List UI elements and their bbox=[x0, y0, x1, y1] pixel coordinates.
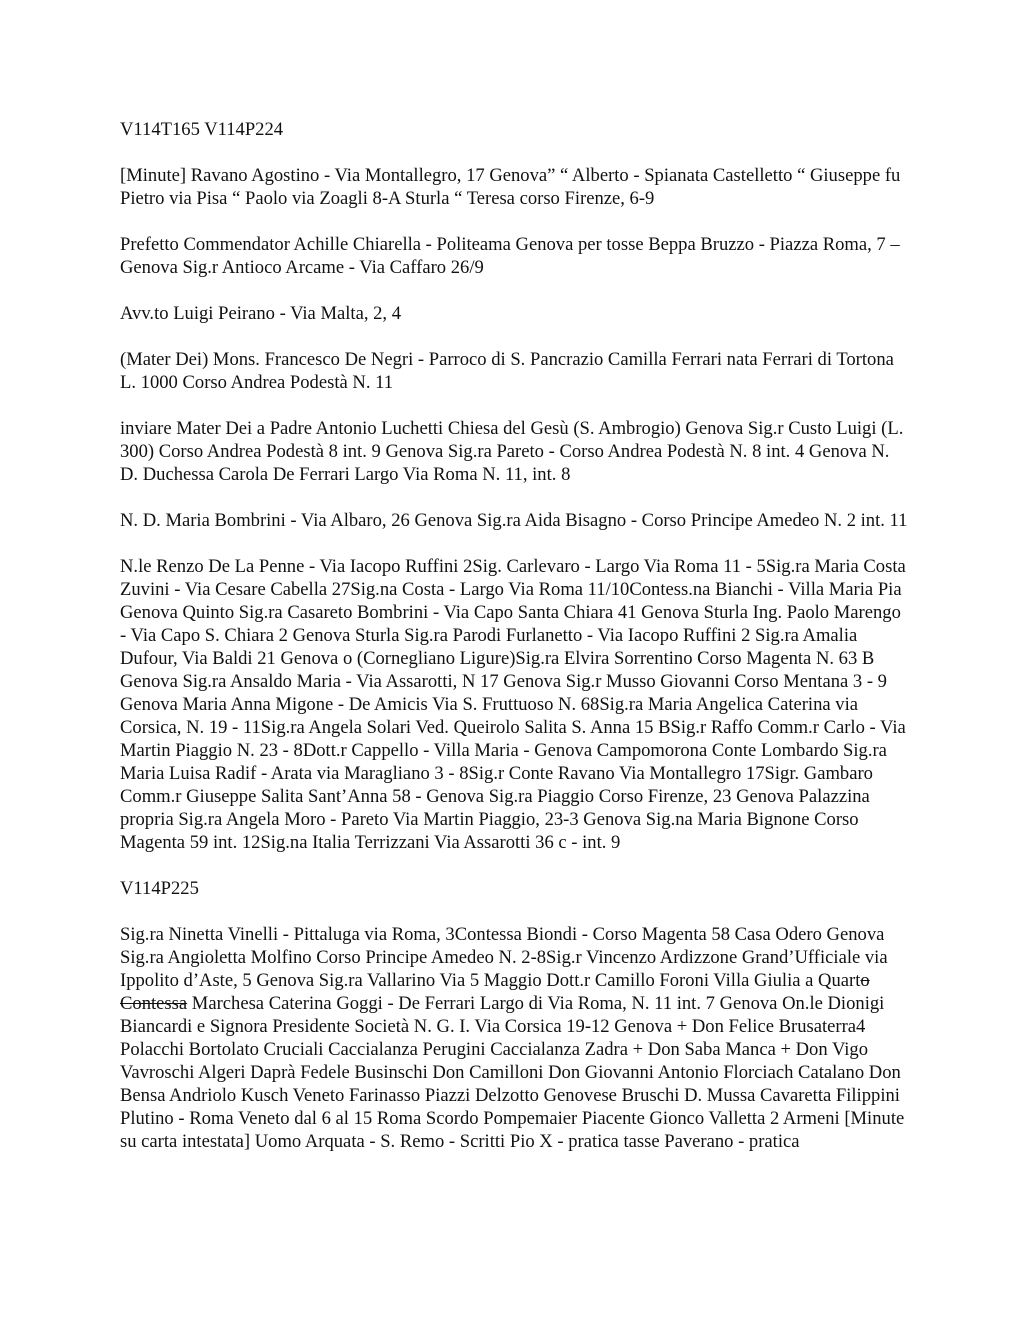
paragraph-peirano: Avv.to Luigi Peirano - Via Malta, 2, 4 bbox=[120, 303, 402, 324]
page-reference: V114T165 V114P224 bbox=[120, 119, 284, 140]
paragraph-bombrini: N. D. Maria Bombrini - Via Albaro, 26 Genova Sig.ra Aida Bisagno - Corso Principe Amedeo N. 2 int. 11 bbox=[120, 510, 908, 531]
document-body bbox=[120, 118, 910, 1176]
paragraph-address-list: N.le Renzo De La Penne - Via Iacopo Ruffini 2Sig. Carlevaro - Largo Via Roma 11 - 5Sig.ra Maria Costa Zuvini - Via Cesare Cabella 27Sig.na Costa - Largo Via Roma 11/10Contess.na Bianchi - Villa Maria Pia Genova Quinto Sig.ra Casareto Bombrini - Via Capo Santa Chiara 41 Genova Sturla Ing. Paolo Marengo - Via Capo S. Chiara 2 Genova Sturla Sig.ra Parodi Furlanetto - Via Iacopo Ruffini 2 Sig.ra Amalia Dufour, Via Baldi 21 Genova o (Cornegliano Ligure)Sig.ra Elvira Sorrentino Corso Magenta N. 63 B Genova Sig.ra Ansaldo Maria - Via Assarotti, N 17 Genova Sig.r Musso Giovanni Corso Mentana 3 - 9 Genova Maria Anna Migone - De Amicis Via S. Fruttuoso N. 68Sig.ra Maria Angelica Caterina via Corsica, N. 19 - 11Sig.ra Angela Solari Ved. Queirolo Salita S. Anna 15 BSig.r Raffo Comm.r Carlo - Via Martin Piaggio N. 23 - 8Dott.r Cappello - Villa Maria - Genova Campomorona Conte Lombardo Sig.ra Maria Luisa Radif - Arata via Maragliano 3 - 8Sig.r Conte Ravano Via Montallegro 17Sigr. Gambaro Comm.r Giuseppe Salita Sant’Anna 58 - Genova Sig.ra Piaggio Corso Firenze, 23 Genova Palazzina propria Sig.ra Angela Moro - Pareto Via Martin Piaggio, 23-3 Genova Sig.na Maria Bignone Corso Magenta 59 int. 12Sig.na Italia Terrizzani Via Assarotti 36 c - int. 9 bbox=[120, 556, 906, 853]
final-list-text-end: Marchesa Caterina Goggi - De Ferrari Largo di Via Roma, N. 11 int. 7 Genova On.le Dionigi Biancardi e Signora Presidente Società N. G. I. Via Corsica 19-12 Genova + Don Felice Brusaterra4 Polacchi Bortolato Cruciali Caccialanza Perugini Caccialanza Zadra + Don Saba Manca + Don Vigo Vavroschi Algeri Daprà Fedele Businschi Don Camilloni Don Giovanni Antonio Florciach Catalano Don Bensa Andriolo Kusch Veneto Farinasso Piazzi Delzotto Genovese Bruschi D. Mussa Cavaretta Filippini Plutino - Roma Veneto dal 6 al 15 Roma Scordo Pompemaier Piacente Gionco Valletta 2 Armeni [Minute su carta intestata] Uomo Arquata - S. Remo - Scritti Pio X - pratica tasse Paverano - pratica bbox=[120, 993, 905, 1152]
paragraph-prefetto: Prefetto Commendator Achille Chiarella - Politeama Genova per tosse Beppa Bruzzo - Piazza Roma, 7 – Genova Sig.r Antioco Arcame - Via Caffaro 26/9 bbox=[120, 234, 900, 278]
page-reference-2: V114P225 bbox=[120, 878, 199, 899]
paragraph-ravano-addresses: [Minute] Ravano Agostino - Via Montallegro, 17 Genova” “ Alberto - Spianata Castelletto “ Giuseppe fu Pietro via Pisa “ Paolo via Zoagli 8-A Sturla “ Teresa corso Firenze, 6-9 bbox=[120, 165, 901, 209]
struck-text: o Contessa bbox=[120, 970, 870, 1014]
paragraph-final-list bbox=[120, 923, 910, 1153]
final-list-text-start: Sig.ra Ninetta Vinelli - Pittaluga via Roma, 3Contessa Biondi - Corso Magenta 58 Casa Odero Genova Sig.ra Angioletta Molfino Corso Principe Amedeo N. 2-8Sig.r Vincenzo Ardizzone Grand’Ufficiale via Ippolito d’Aste, 5 Genova Sig.ra Vallarino Via 5 Maggio Dott.r Camillo Foroni Villa Giulia a Quart bbox=[120, 924, 888, 991]
paragraph-mater-dei: (Mater Dei) Mons. Francesco De Negri - Parroco di S. Pancrazio Camilla Ferrari nata Ferrari di Tortona L. 1000 Corso Andrea Podestà N. 11 bbox=[120, 349, 894, 393]
paragraph-inviare-mater-dei: inviare Mater Dei a Padre Antonio Luchetti Chiesa del Gesù (S. Ambrogio) Genova Sig.r Custo Luigi (L. 300) Corso Andrea Podestà 8 int. 9 Genova Sig.ra Pareto - Corso Andrea Podestà N. 8 int. 4 Genova N. D. Duchessa Carola De Ferrari Largo Via Roma N. 11, int. 8 bbox=[120, 418, 904, 485]
